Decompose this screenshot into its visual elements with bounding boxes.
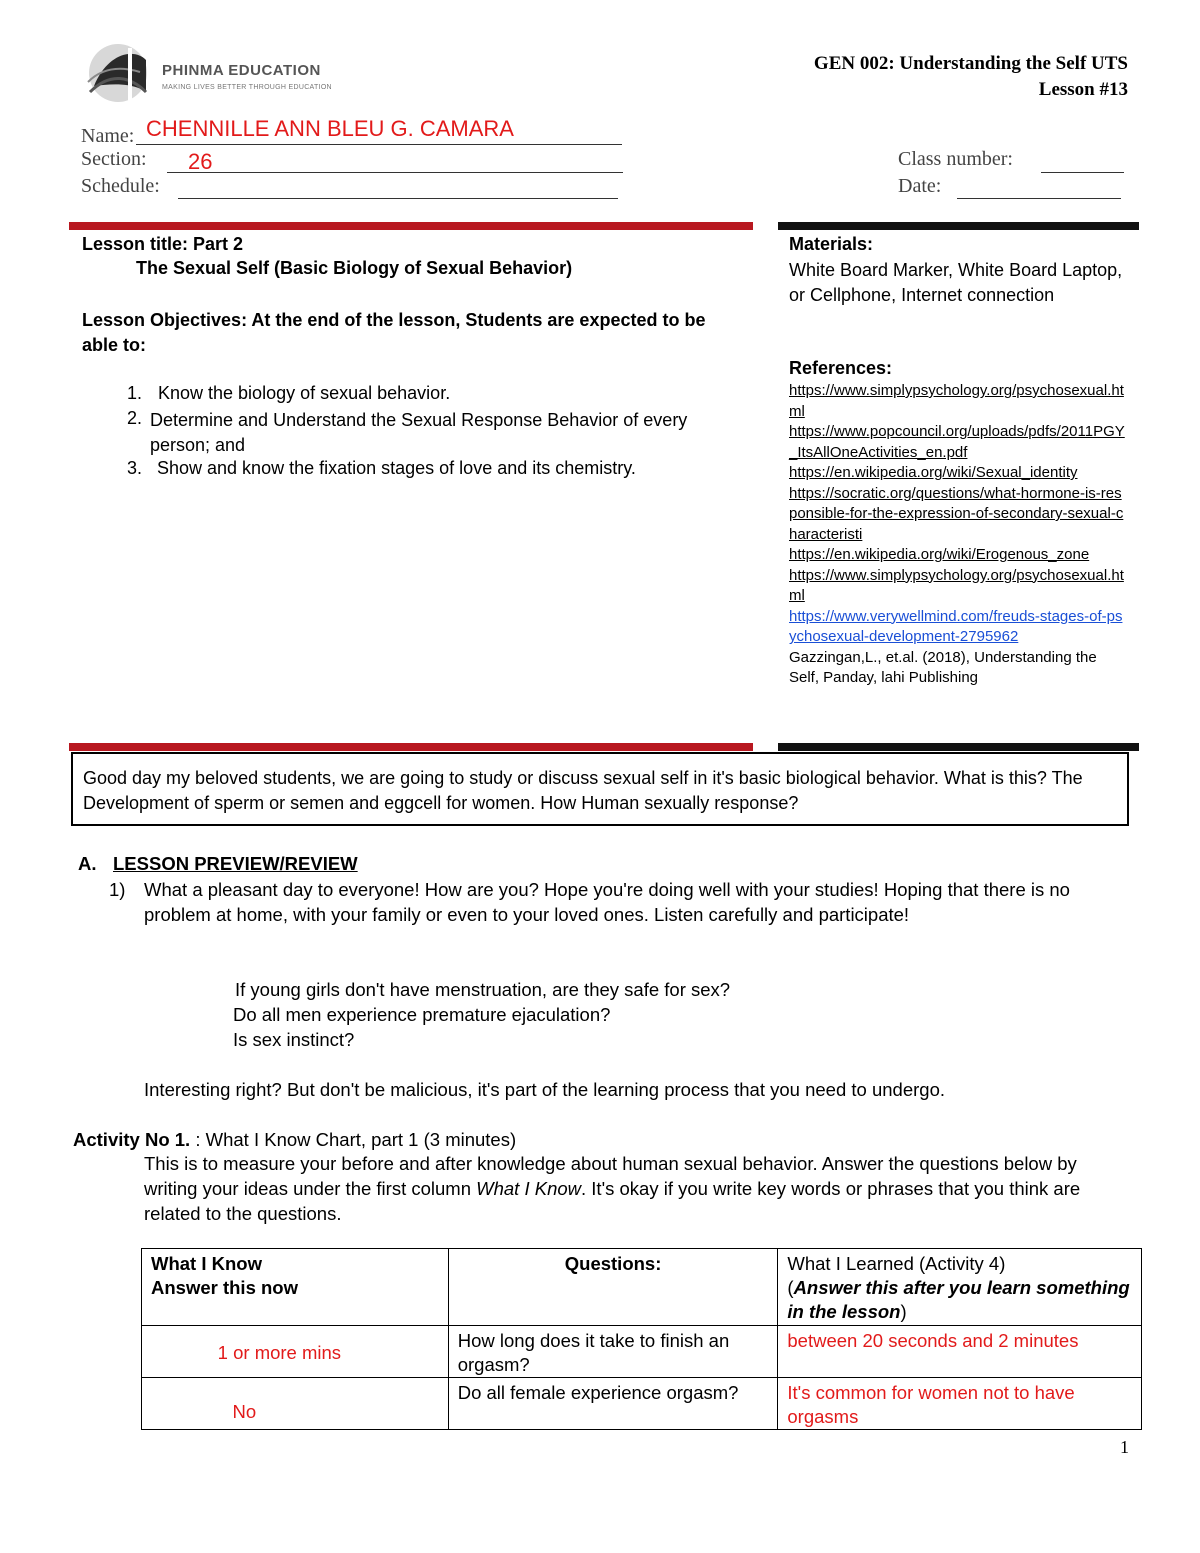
objective-number: 2.	[127, 408, 143, 428]
preview-question: Is sex instinct?	[233, 1029, 355, 1050]
materials-label: Materials:	[789, 234, 874, 254]
list-marker: 1)	[109, 879, 126, 900]
table-header-row	[142, 1249, 1142, 1326]
activity-description-text-end: . It's okay if you write key words or phrases that you think are related to the questions.	[144, 1178, 1081, 1224]
section-underline	[167, 171, 623, 173]
section-field[interactable]: 26	[188, 149, 213, 174]
objective-item: Show and know the fixation stages of love and its chemistry.	[157, 458, 636, 478]
column-header-learned-title: What I Learned (Activity 4)	[787, 1253, 1006, 1274]
lesson-number: Lesson #13	[1038, 79, 1128, 100]
section-a-label: A.	[78, 853, 97, 874]
reference-link[interactable]: https://www.simplypsychology.org/psychosexual.html	[789, 566, 1124, 604]
lesson-title-label: Lesson title: Part 2	[82, 234, 244, 254]
activity-description-text: This is to measure your before and after knowledge about human sexual behavior. Answer the questions below by writing your ideas under the first column	[144, 1153, 1077, 1199]
preview-question: Do all men experience premature ejaculation?	[233, 1004, 611, 1025]
activity-sep: :	[190, 1129, 206, 1150]
preview-paragraph: What a pleasant day to everyone! How are you? Hope you're doing well with your studies! Hoping that there is no problem at home, with your family or even to your loved ones. Listen carefully and participate!	[144, 879, 1070, 925]
name-label: Name:	[81, 125, 135, 147]
activity-description-em: What I Know	[476, 1178, 582, 1199]
know-answer[interactable]: No	[142, 1378, 449, 1430]
section-a-title: LESSON PREVIEW/REVIEW	[113, 853, 358, 874]
schedule-field[interactable]	[178, 197, 618, 199]
logo-name: PHINMA EDUCATION	[162, 62, 321, 79]
name-field[interactable]: CHENNILLE ANN BLEU G. CAMARA	[146, 116, 514, 141]
preview-question: If young girls don't have menstruation, are they safe for sex?	[235, 979, 731, 1000]
column-header-know-title: What I Know	[151, 1253, 262, 1274]
lesson-objectives-intro: Lesson Objectives: At the end of the lesson, Students are expected to be able to:	[82, 310, 706, 355]
logo-tagline: MAKING LIVES BETTER THROUGH EDUCATION	[162, 84, 332, 91]
column-header-learned: What I Learned (Activity 4) (Answer this after you learn something in the lesson)	[778, 1249, 1142, 1326]
learned-answer[interactable]: between 20 seconds and 2 minutes	[778, 1326, 1142, 1378]
course-title: GEN 002: Understanding the Self UTS	[813, 53, 1128, 74]
know-answer[interactable]: 1 or more mins	[142, 1326, 449, 1378]
question-cell: Do all female experience orgasm?	[448, 1378, 778, 1430]
top-red-bar	[69, 222, 753, 230]
reference-citation: Gazzingan,L., et.al. (2018), Understanding the Self, Panday, lahi Publishing	[789, 648, 1097, 686]
column-header-know	[142, 1249, 449, 1326]
learned-answer[interactable]: It's common for women not to have orgasms	[778, 1378, 1142, 1430]
preview-closing: Interesting right? But don't be malicious, it's part of the learning process that you need to undergo.	[144, 1079, 945, 1100]
question-cell: How long does it take to finish an orgasm?	[448, 1326, 778, 1378]
materials-text: White Board Marker, White Board Laptop, or Cellphone, Internet connection	[789, 260, 1123, 305]
activity-description	[144, 1151, 1129, 1226]
name-underline	[136, 143, 622, 145]
intro-box: Good day my beloved students, we are going to study or discuss sexual self in it's basic biological behavior. What is this? The Development of sperm or semen and eggcell for women. How Human sexually response?	[71, 752, 1129, 826]
column-header-learned-subtitle: Answer this after you learn something in the lesson	[787, 1277, 1130, 1322]
activity-title: What I Know Chart, part 1 (3 minutes)	[205, 1129, 517, 1150]
objective-item: Know the biology of sexual behavior.	[158, 383, 451, 403]
bottom-red-bar	[69, 743, 753, 751]
objective-number: 3.	[127, 458, 143, 478]
top-black-bar	[778, 222, 1139, 230]
reference-link[interactable]: https://en.wikipedia.org/wiki/Erogenous_zone	[789, 546, 1090, 563]
section-label: Section:	[81, 148, 147, 170]
objective-number: 1.	[127, 383, 143, 403]
class-number-field[interactable]	[1041, 171, 1124, 173]
class-number-label: Class number:	[898, 148, 1013, 170]
date-label: Date:	[898, 175, 942, 197]
objective-item: Determine and Understand the Sexual Response Behavior of every person; and	[150, 410, 688, 455]
reference-link[interactable]: https://en.wikipedia.org/wiki/Sexual_identity	[789, 464, 1078, 481]
bottom-black-bar	[778, 743, 1139, 751]
reference-link[interactable]: https://www.verywellmind.com/freuds-stages-of-psychosexual-development-2795962	[789, 607, 1123, 645]
column-header-know-subtitle: Answer this now	[151, 1277, 298, 1298]
reference-link[interactable]: https://socratic.org/questions/what-hormone-is-responsible-for-the-expression-of-secondary-sexual-characteristi	[789, 484, 1124, 543]
what-i-know-chart	[141, 1248, 1142, 1430]
references-list	[789, 381, 1129, 689]
activity-heading	[73, 1127, 516, 1152]
lesson-title: The Sexual Self (Basic Biology of Sexual Behavior)	[136, 258, 573, 278]
date-field[interactable]	[957, 197, 1121, 199]
reference-link[interactable]: https://www.popcouncil.org/uploads/pdfs/2011PGY_ItsAllOneActivities_en.pdf	[789, 423, 1125, 461]
column-header-questions	[448, 1249, 778, 1326]
reference-link[interactable]: https://www.simplypsychology.org/psychosexual.html	[789, 382, 1124, 420]
table-row	[142, 1378, 1142, 1430]
schedule-label: Schedule:	[81, 175, 160, 197]
column-header-questions-title: Questions:	[564, 1253, 662, 1274]
page-number: 1	[1120, 1437, 1129, 1457]
references-label: References:	[789, 358, 893, 378]
table-row	[142, 1326, 1142, 1378]
activity-label: Activity No 1.	[73, 1129, 191, 1150]
